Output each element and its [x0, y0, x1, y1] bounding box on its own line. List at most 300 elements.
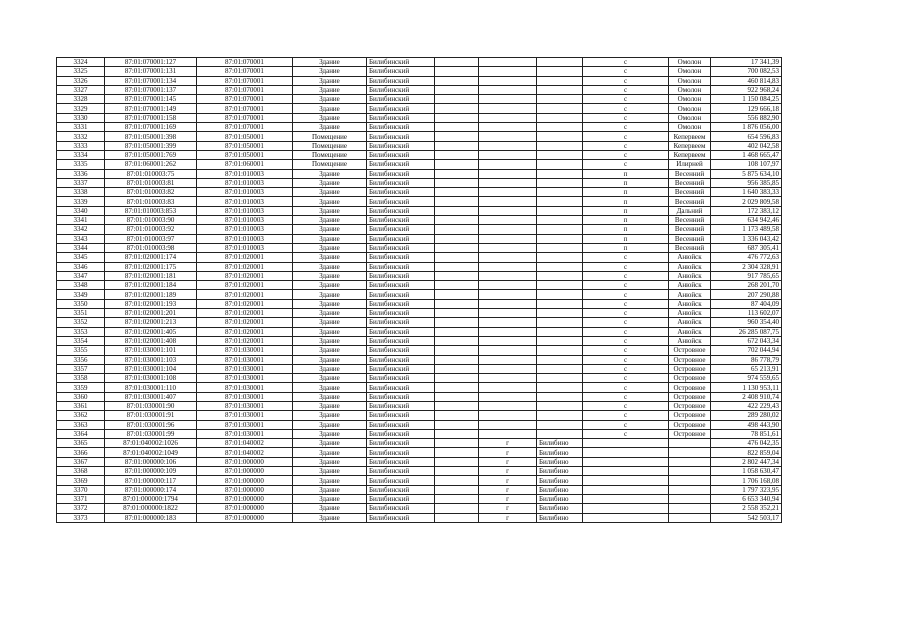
object-type: Здание [293, 439, 367, 448]
city-name [537, 67, 583, 76]
row-number: 3332 [57, 132, 105, 141]
empty-cell [435, 420, 479, 429]
row-number: 3366 [57, 448, 105, 457]
city-type [479, 76, 537, 85]
settlement-type: с [583, 355, 669, 364]
cadastral-number: 87:01:020001:184 [105, 281, 197, 290]
row-number: 3346 [57, 262, 105, 271]
registry-rows [57, 58, 782, 523]
empty-cell [435, 467, 479, 476]
settlement-name: Островное [669, 364, 711, 373]
cadastral-value: 6 653 340,94 [711, 494, 782, 503]
table-row [57, 76, 782, 85]
row-number: 3327 [57, 85, 105, 94]
city-name [537, 150, 583, 159]
cadastral-quarter: 87:01:050001 [197, 141, 293, 150]
empty-cell [435, 355, 479, 364]
object-type: Здание [293, 346, 367, 355]
cadastral-quarter: 87:01:020001 [197, 309, 293, 318]
district: Билибинский [367, 457, 435, 466]
city-type [479, 262, 537, 271]
city-name [537, 374, 583, 383]
cadastral-quarter: 87:01:070001 [197, 113, 293, 122]
cadastral-number: 87:01:030001:90 [105, 401, 197, 410]
city-name [537, 85, 583, 94]
district: Билибинский [367, 411, 435, 420]
object-type: Здание [293, 476, 367, 485]
cadastral-number: 87:01:030001:103 [105, 355, 197, 364]
district: Билибинский [367, 67, 435, 76]
cadastral-number: 87:01:030001:108 [105, 374, 197, 383]
row-number: 3336 [57, 169, 105, 178]
settlement-type: с [583, 150, 669, 159]
settlement-name: Анюйск [669, 253, 711, 262]
object-type: Здание [293, 327, 367, 336]
district: Билибинский [367, 513, 435, 522]
cadastral-value: 65 213,91 [711, 364, 782, 373]
cadastral-quarter: 87:01:000000 [197, 494, 293, 503]
empty-cell [435, 457, 479, 466]
city-type [479, 216, 537, 225]
cadastral-quarter: 87:01:020001 [197, 253, 293, 262]
object-type: Здание [293, 281, 367, 290]
table-row [57, 318, 782, 327]
city-name [537, 392, 583, 401]
city-type [479, 141, 537, 150]
settlement-name: Островное [669, 411, 711, 420]
settlement-type [583, 439, 669, 448]
row-number: 3352 [57, 318, 105, 327]
city-name [537, 327, 583, 336]
cadastral-number: 87:01:070001:134 [105, 76, 197, 85]
cadastral-quarter: 87:01:030001 [197, 420, 293, 429]
object-type: Помещение [293, 132, 367, 141]
object-type: Здание [293, 58, 367, 67]
empty-cell [435, 290, 479, 299]
object-type: Здание [293, 76, 367, 85]
row-number: 3365 [57, 439, 105, 448]
city-name [537, 309, 583, 318]
table-row [57, 104, 782, 113]
city-name [537, 132, 583, 141]
city-name [537, 58, 583, 67]
settlement-name: Анюйск [669, 290, 711, 299]
row-number: 3353 [57, 327, 105, 336]
settlement-type: с [583, 411, 669, 420]
district: Билибинский [367, 318, 435, 327]
table-row [57, 485, 782, 494]
settlement-type: п [583, 188, 669, 197]
settlement-name: Омолон [669, 123, 711, 132]
settlement-name: Весенний [669, 169, 711, 178]
empty-cell [435, 392, 479, 401]
cadastral-value: 108 107,97 [711, 160, 782, 169]
object-type: Здание [293, 216, 367, 225]
empty-cell [435, 197, 479, 206]
district: Билибинский [367, 429, 435, 438]
district: Билибинский [367, 141, 435, 150]
table-row [57, 374, 782, 383]
table-row [57, 392, 782, 401]
empty-cell [435, 262, 479, 271]
cadastral-value: 1 468 665,47 [711, 150, 782, 159]
cadastral-value: 1 130 953,11 [711, 383, 782, 392]
settlement-name: Омолон [669, 95, 711, 104]
table-row [57, 253, 782, 262]
empty-cell [435, 76, 479, 85]
city-name [537, 160, 583, 169]
table-row [57, 188, 782, 197]
settlement-type: с [583, 346, 669, 355]
district: Билибинский [367, 439, 435, 448]
row-number: 3342 [57, 225, 105, 234]
settlement-name: Кепервеем [669, 141, 711, 150]
cadastral-value: 498 443,90 [711, 420, 782, 429]
cadastral-value: 476 772,63 [711, 253, 782, 262]
object-type: Здание [293, 188, 367, 197]
object-type: Здание [293, 197, 367, 206]
empty-cell [435, 448, 479, 457]
district: Билибинский [367, 253, 435, 262]
city-name [537, 216, 583, 225]
table-row [57, 262, 782, 271]
empty-cell [435, 411, 479, 420]
settlement-name: Весенний [669, 197, 711, 206]
district: Билибинский [367, 95, 435, 104]
table-row [57, 411, 782, 420]
city-type [479, 346, 537, 355]
cadastral-number: 87:01:020001:193 [105, 299, 197, 308]
table-row [57, 429, 782, 438]
object-type: Здание [293, 299, 367, 308]
object-type: Здание [293, 309, 367, 318]
settlement-type: с [583, 401, 669, 410]
cadastral-value: 2 408 910,74 [711, 392, 782, 401]
cadastral-quarter: 87:01:030001 [197, 401, 293, 410]
settlement-name: Кепервеем [669, 132, 711, 141]
cadastral-number: 87:01:020001:405 [105, 327, 197, 336]
settlement-type [583, 513, 669, 522]
city-name [537, 429, 583, 438]
settlement-type: с [583, 58, 669, 67]
city-name [537, 420, 583, 429]
table-row [57, 178, 782, 187]
city-type [479, 318, 537, 327]
settlement-name: Илирней [669, 160, 711, 169]
settlement-type [583, 494, 669, 503]
table-row [57, 299, 782, 308]
cadastral-number: 87:01:030001:99 [105, 429, 197, 438]
object-type: Здание [293, 513, 367, 522]
settlement-name: Островное [669, 429, 711, 438]
cadastral-quarter: 87:01:020001 [197, 336, 293, 345]
settlement-name: Анюйск [669, 281, 711, 290]
table-row [57, 123, 782, 132]
city-type [479, 104, 537, 113]
city-name: Билибино [537, 439, 583, 448]
table-row [57, 225, 782, 234]
district: Билибинский [367, 85, 435, 94]
cadastral-quarter: 87:01:000000 [197, 513, 293, 522]
table-row [57, 271, 782, 280]
settlement-type [583, 485, 669, 494]
cadastral-quarter: 87:01:010003 [197, 216, 293, 225]
table-row [57, 160, 782, 169]
cadastral-number: 87:01:030001:104 [105, 364, 197, 373]
empty-cell [435, 429, 479, 438]
empty-cell [435, 271, 479, 280]
settlement-name: Островное [669, 420, 711, 429]
city-type [479, 327, 537, 336]
cadastral-value: 86 778,79 [711, 355, 782, 364]
row-number: 3369 [57, 476, 105, 485]
table-row [57, 197, 782, 206]
city-type: г [479, 457, 537, 466]
row-number: 3359 [57, 383, 105, 392]
table-row [57, 150, 782, 159]
cadastral-quarter: 87:01:020001 [197, 318, 293, 327]
cadastral-number: 87:01:020001:181 [105, 271, 197, 280]
city-type [479, 225, 537, 234]
district: Билибинский [367, 113, 435, 122]
cadastral-number: 87:01:020001:175 [105, 262, 197, 271]
empty-cell [435, 141, 479, 150]
empty-cell [435, 206, 479, 215]
settlement-name: Кепервеем [669, 150, 711, 159]
cadastral-number: 87:01:020001:408 [105, 336, 197, 345]
settlement-name: Омолон [669, 67, 711, 76]
row-number: 3339 [57, 197, 105, 206]
table-row [57, 448, 782, 457]
cadastral-value: 917 785,65 [711, 271, 782, 280]
settlement-name: Островное [669, 401, 711, 410]
district: Билибинский [367, 188, 435, 197]
settlement-name: Анюйск [669, 318, 711, 327]
table-row [57, 355, 782, 364]
city-name [537, 188, 583, 197]
cadastral-quarter: 87:01:030001 [197, 392, 293, 401]
object-type: Здание [293, 225, 367, 234]
row-number: 3333 [57, 141, 105, 150]
cadastral-quarter: 87:01:030001 [197, 411, 293, 420]
table-row [57, 58, 782, 67]
empty-cell [435, 364, 479, 373]
city-name: Билибино [537, 476, 583, 485]
object-type: Здание [293, 113, 367, 122]
empty-cell [435, 234, 479, 243]
settlement-type: с [583, 429, 669, 438]
empty-cell [435, 494, 479, 503]
city-type [479, 253, 537, 262]
cadastral-quarter: 87:01:070001 [197, 76, 293, 85]
city-type [479, 299, 537, 308]
table-row [57, 346, 782, 355]
city-type [479, 85, 537, 94]
table-row [57, 364, 782, 373]
cadastral-value: 476 042,35 [711, 439, 782, 448]
cadastral-value: 1 640 383,33 [711, 188, 782, 197]
city-name [537, 95, 583, 104]
settlement-name: Омолон [669, 85, 711, 94]
object-type: Здание [293, 206, 367, 215]
cadastral-value: 268 201,70 [711, 281, 782, 290]
city-name [537, 141, 583, 150]
cadastral-quarter: 87:01:070001 [197, 67, 293, 76]
row-number: 3328 [57, 95, 105, 104]
district: Билибинский [367, 234, 435, 243]
cadastral-quarter: 87:01:070001 [197, 104, 293, 113]
settlement-type: п [583, 216, 669, 225]
row-number: 3337 [57, 178, 105, 187]
empty-cell [435, 95, 479, 104]
cadastral-number: 87:01:040002:1049 [105, 448, 197, 457]
settlement-type: с [583, 253, 669, 262]
cadastral-value: 1 150 084,25 [711, 95, 782, 104]
settlement-type: с [583, 85, 669, 94]
cadastral-value: 422 229,43 [711, 401, 782, 410]
settlement-type [583, 457, 669, 466]
empty-cell [435, 485, 479, 494]
settlement-type: с [583, 383, 669, 392]
cadastral-quarter: 87:01:030001 [197, 364, 293, 373]
cadastral-quarter: 87:01:010003 [197, 178, 293, 187]
city-type [479, 67, 537, 76]
table-row [57, 206, 782, 215]
cadastral-number: 87:01:070001:145 [105, 95, 197, 104]
cadastral-quarter: 87:01:030001 [197, 374, 293, 383]
row-number: 3351 [57, 309, 105, 318]
cadastral-number: 87:01:070001:131 [105, 67, 197, 76]
row-number: 3370 [57, 485, 105, 494]
object-type: Здание [293, 457, 367, 466]
cadastral-number: 87:01:050001:398 [105, 132, 197, 141]
cadastral-value: 26 285 087,75 [711, 327, 782, 336]
object-type: Здание [293, 429, 367, 438]
cadastral-quarter: 87:01:000000 [197, 476, 293, 485]
object-type: Здание [293, 123, 367, 132]
city-type [479, 429, 537, 438]
cadastral-value: 402 042,58 [711, 141, 782, 150]
city-name [537, 197, 583, 206]
empty-cell [435, 299, 479, 308]
cadastral-value: 172 383,12 [711, 206, 782, 215]
city-type [479, 160, 537, 169]
cadastral-value: 956 385,85 [711, 178, 782, 187]
settlement-type: с [583, 299, 669, 308]
cadastral-value: 1 706 168,08 [711, 476, 782, 485]
cadastral-number: 87:01:020001:201 [105, 309, 197, 318]
cadastral-number: 87:01:010003:92 [105, 225, 197, 234]
city-type: г [479, 448, 537, 457]
city-type: г [479, 513, 537, 522]
cadastral-number: 87:01:020001:189 [105, 290, 197, 299]
table-row [57, 281, 782, 290]
table-row [57, 113, 782, 122]
object-type: Здание [293, 383, 367, 392]
city-name [537, 401, 583, 410]
cadastral-quarter: 87:01:000000 [197, 485, 293, 494]
settlement-name: Весенний [669, 234, 711, 243]
city-type [479, 309, 537, 318]
city-name [537, 76, 583, 85]
district: Билибинский [367, 281, 435, 290]
city-name [537, 178, 583, 187]
cadastral-value: 207 290,88 [711, 290, 782, 299]
empty-cell [435, 281, 479, 290]
cadastral-quarter: 87:01:050001 [197, 150, 293, 159]
district: Билибинский [367, 123, 435, 132]
settlement-type: с [583, 95, 669, 104]
object-type: Помещение [293, 141, 367, 150]
row-number: 3330 [57, 113, 105, 122]
empty-cell [435, 85, 479, 94]
city-type: г [479, 485, 537, 494]
cadastral-value: 1 797 323,95 [711, 485, 782, 494]
district: Билибинский [367, 290, 435, 299]
settlement-name: Островное [669, 374, 711, 383]
cadastral-number: 87:01:070001:149 [105, 104, 197, 113]
city-name [537, 318, 583, 327]
district: Билибинский [367, 160, 435, 169]
settlement-name: Островное [669, 346, 711, 355]
empty-cell [435, 160, 479, 169]
city-name [537, 299, 583, 308]
table-row [57, 169, 782, 178]
district: Билибинский [367, 420, 435, 429]
row-number: 3324 [57, 58, 105, 67]
empty-cell [435, 504, 479, 513]
table-row [57, 513, 782, 522]
table-row [57, 234, 782, 243]
row-number: 3362 [57, 411, 105, 420]
object-type: Здание [293, 364, 367, 373]
cadastral-number: 87:01:010003:97 [105, 234, 197, 243]
city-name: Билибино [537, 467, 583, 476]
district: Билибинский [367, 504, 435, 513]
district: Билибинский [367, 336, 435, 345]
district: Билибинский [367, 327, 435, 336]
empty-cell [435, 318, 479, 327]
object-type: Здание [293, 290, 367, 299]
object-type: Здание [293, 504, 367, 513]
object-type: Здание [293, 253, 367, 262]
empty-cell [435, 476, 479, 485]
row-number: 3348 [57, 281, 105, 290]
city-type [479, 383, 537, 392]
settlement-name: Анюйск [669, 271, 711, 280]
cadastral-value: 702 044,94 [711, 346, 782, 355]
row-number: 3372 [57, 504, 105, 513]
object-type: Здание [293, 448, 367, 457]
cadastral-quarter: 87:01:010003 [197, 206, 293, 215]
cadastral-quarter: 87:01:010003 [197, 197, 293, 206]
empty-cell [435, 67, 479, 76]
cadastral-quarter: 87:01:070001 [197, 58, 293, 67]
district: Билибинский [367, 216, 435, 225]
city-type [479, 58, 537, 67]
empty-cell [435, 188, 479, 197]
city-type [479, 336, 537, 345]
city-type [479, 364, 537, 373]
settlement-name: Островное [669, 392, 711, 401]
cadastral-number: 87:01:050001:769 [105, 150, 197, 159]
row-number: 3367 [57, 457, 105, 466]
settlement-name [669, 513, 711, 522]
district: Билибинский [367, 178, 435, 187]
cadastral-quarter: 87:01:060001 [197, 160, 293, 169]
row-number: 3350 [57, 299, 105, 308]
empty-cell [435, 150, 479, 159]
